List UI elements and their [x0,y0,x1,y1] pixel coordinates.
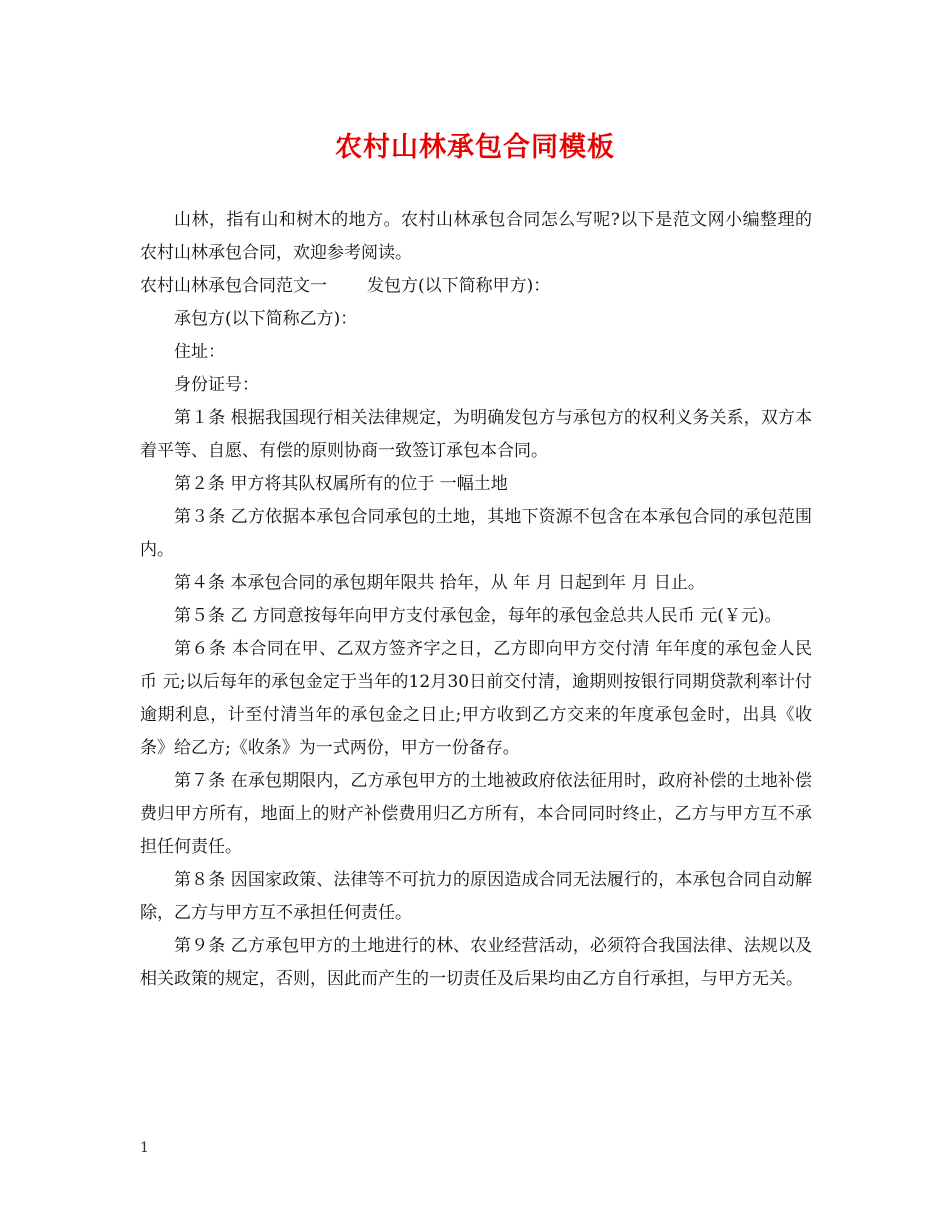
intro-paragraph: 山林，指有山和树木的地方。农村山林承包合同怎么写呢?以下是范文网小编整理的农村山林承包合同，欢迎参考阅读。 [140,210,812,263]
clause-4: 第４条 本承包合同的承包期年限共 拾年，从 年 月 日起到年 月 日止。 [174,573,705,593]
page-number: 1 [140,1140,149,1156]
document-title: 农村山林承包合同模板 [335,132,615,163]
party-b-label: 承包方(以下简称乙方)： [174,309,358,329]
clause-3: 第３条 乙方依据本承包合同承包的土地，其地下资源不包含在本承包合同的承包范围内。 [140,507,812,560]
clause-9: 第９条 乙方承包甲方的土地进行的林、农业经营活动，必须符合我国法律、法规以及相关政策的规定，否则，因此而产生的一切责任及后果均由乙方自行承担，与甲方无关。 [140,936,812,989]
clause-8: 第８条 因国家政策、法律等不可抗力的原因造成合同无法履行的，本承包合同自动解除，乙方与甲方互不承担任何责任。 [140,870,812,923]
id-number-label: 身份证号： [174,375,259,395]
party-a-label: 发包方(以下简称甲方)： [367,276,551,296]
sample-heading: 农村山林承包合同范文一 [140,276,327,296]
clause-5: 第５条 乙 方同意按每年向甲方支付承包金，每年的承包金总共人民币 元(￥元)。 [174,606,782,626]
clause-2: 第２条 甲方将其队权属所有的位于 一幅土地 [174,474,508,494]
sample-heading-line [140,270,812,303]
clause-6: 第６条 本合同在甲、乙双方签齐字之日，乙方即向甲方交付清 年年度的承包金人民币 元;以后每年的承包金定于当年的12月30日前交付清，逾期则按银行同期贷款利率计付逾期利息，计至付清当年的承包金之日止;甲方收到乙方交来的年度承包金时，出具《收条》给乙方;《收条》为一式两份，甲方一份备存。 [140,639,812,758]
clause-7: 第７条 在承包期限内，乙方承包甲方的土地被政府依法征用时，政府补偿的土地补偿费归甲方所有，地面上的财产补偿费用归乙方所有，本合同同时终止，乙方与甲方互不承担任何责任。 [140,771,812,857]
address-label: 住址： [174,342,225,362]
document-body [140,204,812,996]
clause-1: 第１条 根据我国现行相关法律规定，为明确发包方与承包方的权利义务关系，双方本着平等、自愿、有偿的原则协商一致签订承包本合同。 [140,408,812,461]
